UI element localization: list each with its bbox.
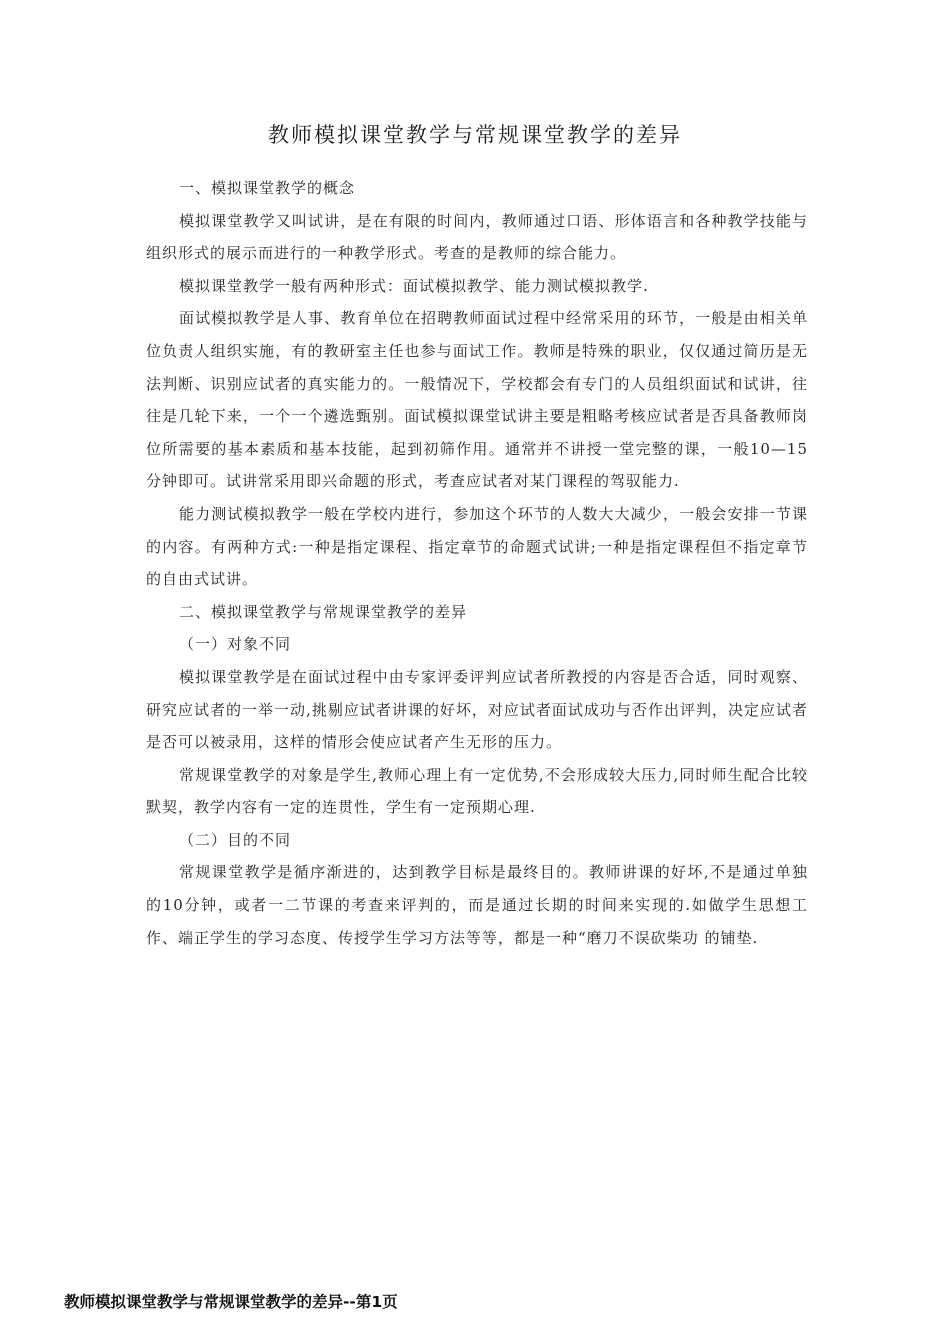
section-heading-2: 二、模拟课堂教学与常规课堂教学的差异 [179,602,468,621]
paragraph: 常规课堂教学的对象是学生,教师心理上有一定优势,不会形成较大压力,同时师生配合比较默契，教学内容有一定的连贯性，学生有一定预期心理. [146,765,808,817]
paragraph: 模拟课堂教学又叫试讲，是在有限的时间内，教师通过口语、形体语言和各种教学技能与组织形式的展示而进行的一种教学形式。考查的是教师的综合能力。 [146,211,808,263]
paragraph: 模拟课堂教学是在面试过程中由专家评委评判应试者所教授的内容是否合适，同时观察、研究应试者的一举一动,挑剔应试者讲课的好坏，对应试者面试成功与否作出评判，决定应试者是否可以被录用，这样的情形会使应试者产生无形的压力。 [146,667,808,752]
paragraph: 模拟课堂教学一般有两种形式：面试模拟教学、能力测试模拟教学. [179,276,649,295]
paragraph: 常规课堂教学是循序渐进的，达到教学目标是最终目的。教师讲课的好坏,不是通过单独的10分钟，或者一二节课的考查来评判的，而是通过长期的时间来实现的.如做学生思想工作、端正学生的学习态度、传授学生学习方法等等，都是一种“磨刀不误砍柴功 的铺垫. [146,863,808,947]
paragraph: 面试模拟教学是人事、教育单位在招聘教师面试过程中经常采用的环节，一般是由相关单位负责人组织实施，有的教研室主任也参与面试工作。教师是特殊的职业，仅仅通过简历是无法判断、识别应试者的真实能力的。一般情况下，学校都会有专门的人员组织面试和试讲，往往是几轮下来，一个一个遴选甄别。面试模拟课堂试讲主要是粗略考核应试者是否具备教师岗位所需要的基本素质和基本技能，起到初筛作用。通常并不讲授一堂完整的课，一般10—15分钟即可。试讲常采用即兴命题的形式，考查应试者对某门课程的驾驭能力. [146,309,808,491]
section-heading-1: 一、模拟课堂教学的概念 [179,179,356,197]
subsection-heading-1: （一）对象不同 [179,635,292,654]
subsection-heading-2: （二）目的不同 [179,830,292,849]
page-footer: 教师模拟课堂教学与常规课堂教学的差异--第1页 [64,1293,398,1311]
paragraph: 能力测试模拟教学一般在学校内进行，参加这个环节的人数大大减少，一般会安排一节课的内容。有两种方式:一种是指定课程、指定章节的命题式试讲;一种是指定课程但不指定章节的自由式试讲。 [146,504,808,589]
document-title: 教师模拟课堂教学与常规课堂教学的差异 [268,123,682,147]
document-body [146,172,808,954]
